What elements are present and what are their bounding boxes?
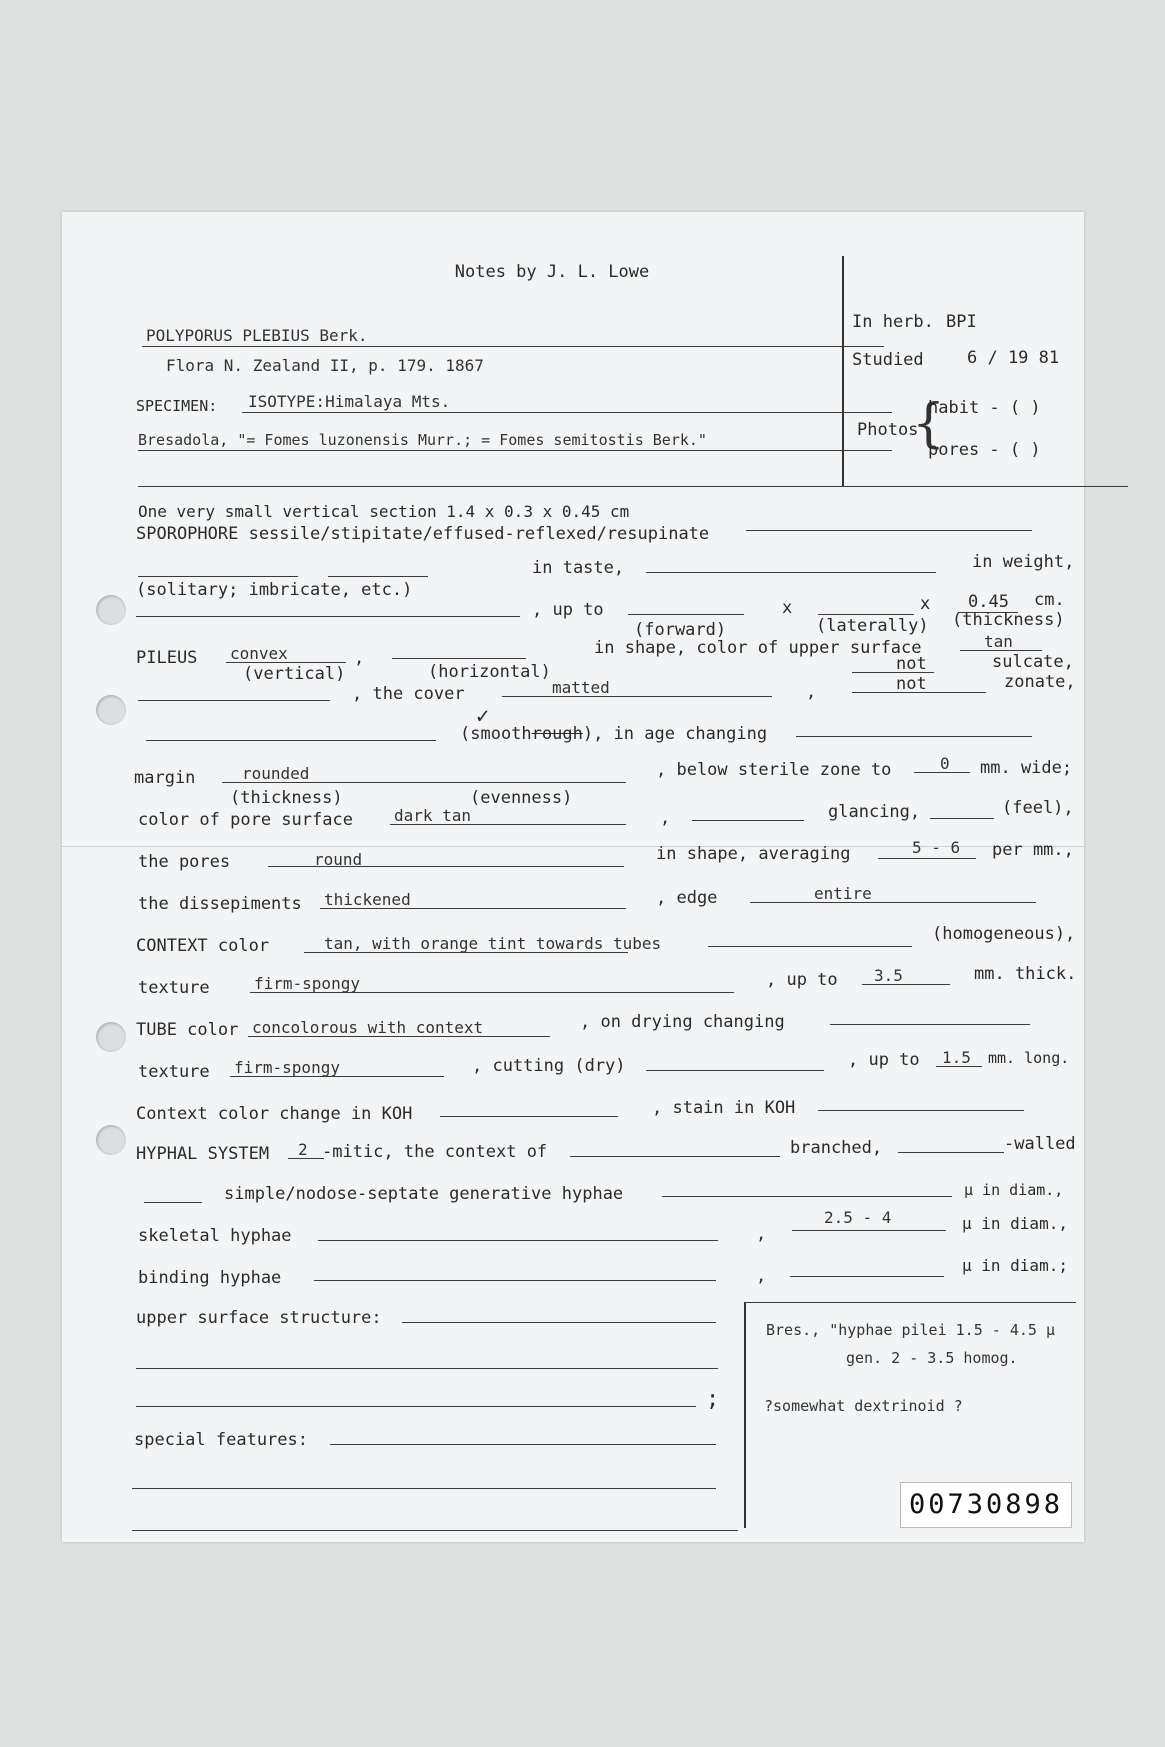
blank-line xyxy=(328,576,428,577)
skeletal-blank xyxy=(318,1240,718,1241)
edge-label: , edge xyxy=(656,888,718,908)
herb-value: BPI xyxy=(946,312,977,332)
forward-blank xyxy=(628,614,744,615)
generative-label: simple/nodose-septate generative hyphae xyxy=(224,1184,624,1204)
thickness-value: 0.45 xyxy=(968,592,1009,612)
blank-line xyxy=(146,740,436,741)
pore-color-blank xyxy=(390,824,626,825)
dissepiments-label: the dissepiments xyxy=(138,894,302,914)
bresadola-rule xyxy=(138,450,892,451)
not-label: not xyxy=(896,654,927,674)
cover-label: , the cover xyxy=(352,684,465,704)
mu-diam: μ in diam., xyxy=(964,1181,1064,1199)
citation: Flora N. Zealand II, p. 179. 1867 xyxy=(166,356,484,375)
mitic-label: -mitic, the context of xyxy=(322,1142,548,1162)
title-rule xyxy=(142,346,884,347)
koh-label: Context color change in KOH xyxy=(136,1104,413,1124)
binding-blank xyxy=(314,1280,716,1281)
weight-label: in weight, xyxy=(972,552,1075,572)
comma: , xyxy=(756,1266,767,1286)
context-blank-2 xyxy=(708,946,912,947)
tube-long-blank xyxy=(936,1066,982,1067)
margin-value: rounded xyxy=(242,764,310,783)
check-mark: ✓ xyxy=(476,704,490,729)
blank-line xyxy=(132,1530,738,1531)
hyphal-value: 2 xyxy=(298,1140,308,1159)
photos-habit: habit - ( ) xyxy=(928,398,1041,418)
pileus-vertical-value: convex xyxy=(230,644,288,663)
mm-long: mm. long. xyxy=(988,1049,1070,1067)
skeletal-value-blank xyxy=(792,1230,946,1231)
context-label: CONTEXT color xyxy=(136,936,270,956)
blank-line xyxy=(132,1488,716,1489)
not-blank xyxy=(852,692,986,693)
punch-hole xyxy=(96,1125,126,1155)
walled-blank xyxy=(898,1152,1004,1153)
laterally-blank xyxy=(818,614,914,615)
blank-line xyxy=(136,616,520,617)
taste-label: in taste, xyxy=(532,558,625,578)
blank-line xyxy=(330,1444,716,1445)
comma: , xyxy=(756,1224,767,1244)
homogeneous-label: (homogeneous), xyxy=(932,924,1076,944)
specimen-label: SPECIMEN: xyxy=(136,397,218,415)
times-sign: x xyxy=(782,598,793,618)
mu-diam: μ in diam., xyxy=(962,1214,1068,1233)
per-mm: per mm., xyxy=(992,840,1074,860)
margin-label: margin xyxy=(134,768,196,788)
hyphal-blank xyxy=(288,1158,324,1159)
texture-label: texture xyxy=(138,978,210,998)
binding-label: binding hyphae xyxy=(138,1268,282,1288)
context-thick-blank xyxy=(862,984,950,985)
cover-blank xyxy=(502,696,772,697)
pores-blank xyxy=(268,866,624,867)
dissepiments-blank xyxy=(320,908,626,909)
punch-hole xyxy=(96,595,126,625)
specimen-rule xyxy=(242,412,892,413)
photos-label: Photos xyxy=(857,420,919,440)
note-line-2: gen. 2 - 3.5 homog. xyxy=(846,1349,1018,1367)
mm-thick: mm. thick. xyxy=(974,964,1077,984)
generative-blank xyxy=(662,1196,952,1197)
special-label: special features: xyxy=(134,1430,308,1450)
laterally-label: (laterally) xyxy=(816,616,929,636)
cover-value: matted xyxy=(552,678,610,697)
texture-blank xyxy=(250,992,734,993)
notes-box-left xyxy=(744,1302,746,1528)
catalog-number: 00730898 xyxy=(900,1482,1072,1528)
averaging-label: in shape, averaging xyxy=(656,844,851,864)
horizontal-blank xyxy=(392,658,526,659)
cutting-label: , cutting (dry) xyxy=(472,1056,626,1076)
drying-blank xyxy=(830,1024,1030,1025)
taste-blank xyxy=(646,572,936,573)
upper-color-value: tan xyxy=(984,632,1013,651)
binding-value-blank xyxy=(790,1276,944,1277)
tube-texture-value: firm-spongy xyxy=(234,1058,340,1077)
tube-texture-label: texture xyxy=(138,1062,210,1082)
blank-line xyxy=(402,1322,716,1323)
skeletal-value: 2.5 - 4 xyxy=(824,1208,892,1227)
skeletal-label: skeletal hyphae xyxy=(138,1226,292,1246)
smooth-label: (smoothrough), in age changing xyxy=(460,724,768,744)
pores-label: the pores xyxy=(138,852,231,872)
photos-pores: pores - ( ) xyxy=(928,440,1041,460)
cm-label: cm. xyxy=(1034,590,1065,610)
pore-color-value: dark tan xyxy=(394,806,472,825)
notes-by: Notes by J. L. Lowe xyxy=(454,262,650,282)
dissepiments-value: thickened xyxy=(324,890,411,909)
blank-line xyxy=(144,1202,202,1203)
punch-hole xyxy=(96,1022,126,1052)
comma: , xyxy=(354,648,365,668)
drying-label: , on drying changing xyxy=(580,1012,785,1032)
context-value: tan, with orange tint towards tubes xyxy=(324,934,662,953)
branched-label: branched, xyxy=(790,1138,883,1158)
glancing-label: glancing, xyxy=(828,802,921,822)
upper-color-blank xyxy=(960,650,1042,651)
shape-color-label: in shape, color of upper surface xyxy=(594,638,922,658)
upper-structure-label: upper surface structure: xyxy=(136,1308,382,1328)
tube-blank xyxy=(248,1036,550,1037)
vertical-blank xyxy=(226,662,346,663)
punch-hole xyxy=(96,695,126,725)
solitary-label: (solitary; imbricate, etc.) xyxy=(136,580,413,600)
vertical-label: (vertical) xyxy=(243,664,346,684)
texture-value: firm-spongy xyxy=(254,974,360,993)
blank-line xyxy=(136,1368,718,1369)
studied-label: Studied xyxy=(852,350,924,370)
context-blank xyxy=(304,952,628,953)
semicolon: ; xyxy=(706,1387,720,1412)
blank-line xyxy=(138,576,298,577)
walled-label: -walled xyxy=(1004,1134,1076,1154)
not-blank xyxy=(852,672,934,673)
header-divider xyxy=(842,256,844,486)
thickness-label: (thickness) xyxy=(952,610,1065,630)
species-title: POLYPORUS PLEBIUS Berk. xyxy=(146,326,368,345)
tube-long-value: 1.5 xyxy=(942,1048,971,1067)
tube-value: concolorous with context xyxy=(252,1018,484,1037)
averaging-blank xyxy=(878,858,976,859)
sterile-blank xyxy=(914,772,970,773)
upto-label-2: , up to xyxy=(848,1050,920,1070)
feel-blank xyxy=(930,818,994,819)
bresadola-note: Bresadola, "= Fomes luzonensis Murr.; = Fomes semitostis Berk." xyxy=(138,431,707,449)
upto-label: , up to xyxy=(766,970,838,990)
blank-line xyxy=(136,1406,696,1407)
stain-label: , stain in KOH xyxy=(652,1098,796,1118)
sterile-value: 0 xyxy=(940,754,950,773)
edge-value: entire xyxy=(814,884,872,903)
brace-glyph: { xyxy=(912,394,946,454)
context-of-blank xyxy=(570,1156,780,1157)
note-line-3: ?somewhat dextrinoid ? xyxy=(764,1397,963,1415)
herb-label: In herb. xyxy=(852,312,934,332)
header-bottom-rule xyxy=(138,486,1128,487)
horizontal-label: (horizontal) xyxy=(428,662,551,682)
glancing-blank xyxy=(692,820,804,821)
sporophore: SPOROPHORE sessile/stipitate/effused-reflexed/resupinate xyxy=(136,524,710,544)
edge-blank xyxy=(750,902,1036,903)
pore-color-label: color of pore surface xyxy=(138,810,353,830)
stain-blank xyxy=(818,1110,1024,1111)
age-blank xyxy=(796,736,1032,737)
up-to-label: , up to xyxy=(532,600,604,620)
studied-value: 6 / 19 81 xyxy=(967,348,1060,368)
comma: , xyxy=(660,808,671,828)
hyphal-label: HYPHAL SYSTEM xyxy=(136,1144,270,1164)
note-line-1: Bres., "hyphae pilei 1.5 - 4.5 μ xyxy=(766,1321,1055,1339)
sterile-label: , below sterile zone to xyxy=(656,760,892,780)
cutting-blank xyxy=(646,1070,824,1071)
notes-box-top xyxy=(744,1302,1076,1303)
comma: , xyxy=(806,682,817,702)
sulcate-label: sulcate, xyxy=(992,652,1074,672)
section-note: One very small vertical section 1.4 x 0.3 x 0.45 cm xyxy=(138,502,630,521)
tube-label: TUBE color xyxy=(136,1020,239,1040)
feel-label: (feel), xyxy=(1002,798,1074,818)
koh-blank xyxy=(440,1116,618,1117)
datasheet-page xyxy=(62,212,1084,1542)
forward-label: (forward) xyxy=(634,620,727,640)
pileus-label: PILEUS xyxy=(136,648,198,668)
thickness-paren: (thickness) xyxy=(230,788,343,808)
specimen-value: ISOTYPE:Himalaya Mts. xyxy=(248,392,451,411)
sporophore-blank xyxy=(746,530,1032,531)
times-sign: x xyxy=(920,594,931,614)
margin-blank xyxy=(222,782,626,783)
context-thick-value: 3.5 xyxy=(874,966,903,985)
blank-line xyxy=(138,700,330,701)
evenness-paren: (evenness) xyxy=(470,788,573,808)
averaging-value: 5 - 6 xyxy=(912,838,961,857)
mu-diam: μ in diam.; xyxy=(962,1256,1068,1275)
mm-wide: mm. wide; xyxy=(980,758,1073,778)
pores-value: round xyxy=(314,850,363,869)
zonate-label: zonate, xyxy=(1004,672,1076,692)
not-label: not xyxy=(896,674,927,694)
tube-texture-blank xyxy=(230,1076,444,1077)
